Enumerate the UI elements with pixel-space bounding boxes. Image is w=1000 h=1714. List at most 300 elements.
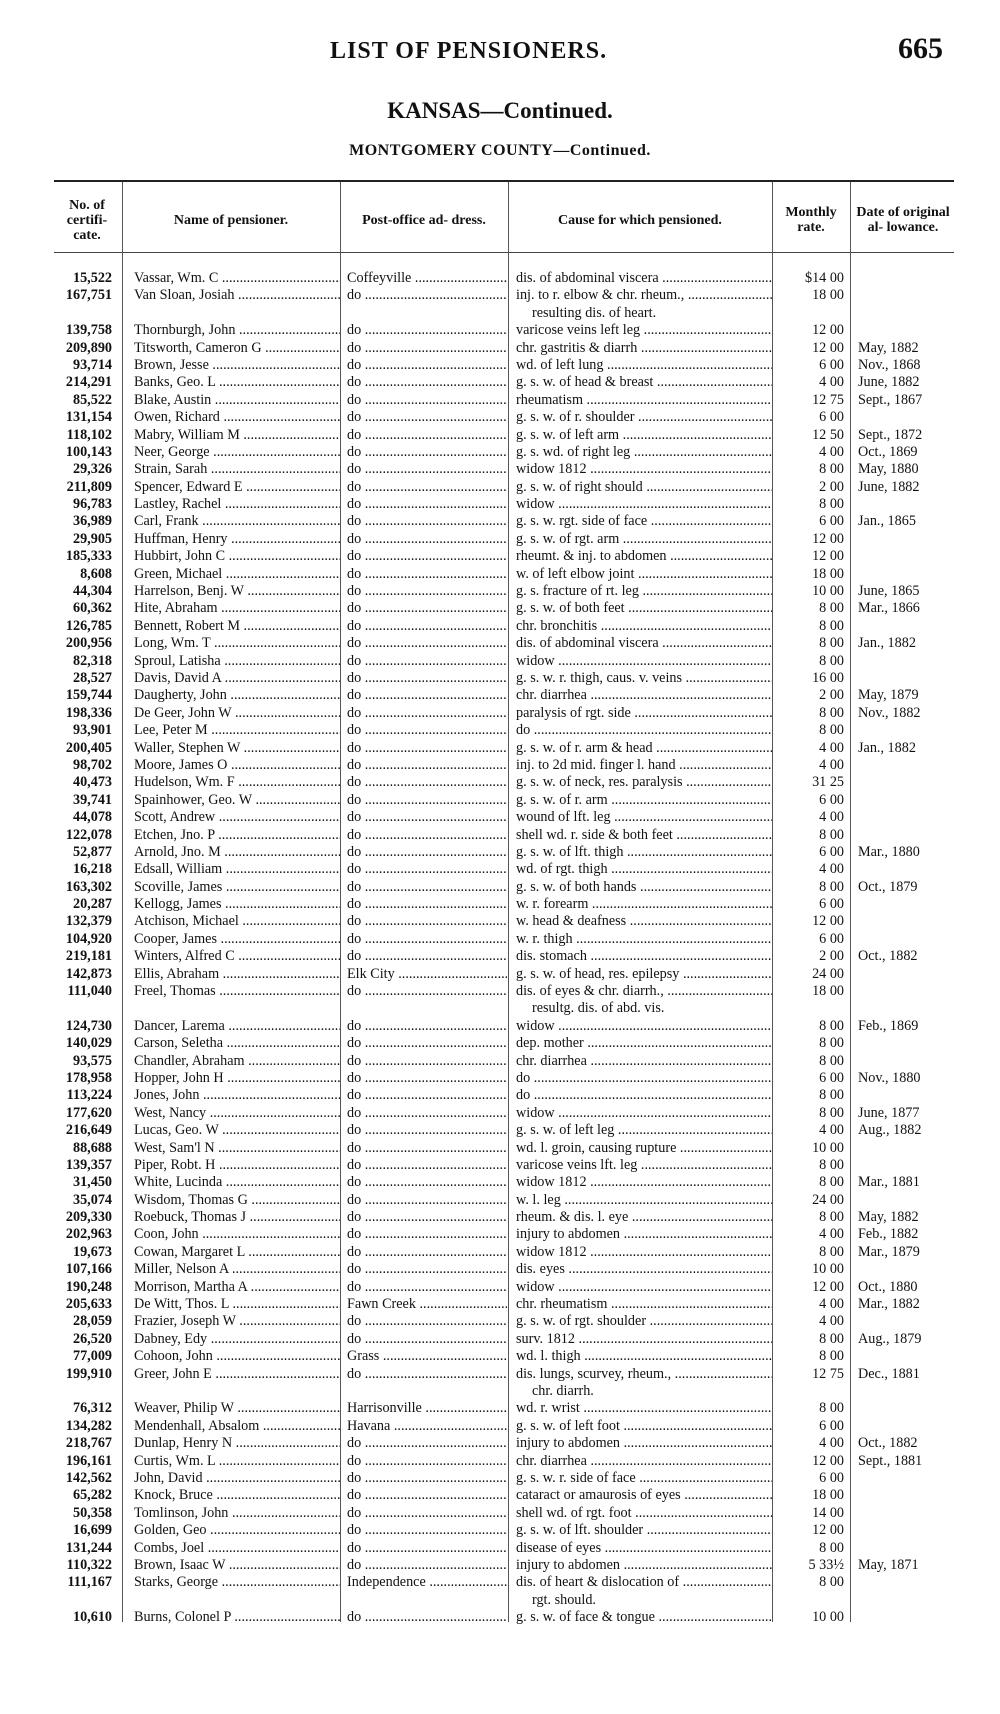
table-row [0, 774, 1000, 791]
table-row [0, 1366, 1000, 1383]
allowance-date: June, 1865 [858, 583, 920, 600]
pension-cause: do ..... [516, 722, 772, 739]
pensioner-name: Brown, Isaac W ..... [134, 1557, 340, 1574]
pensioner-name: Arnold, Jno. M ..... [134, 844, 340, 861]
pension-cause: varicose veins lft. leg ..... [516, 1157, 772, 1174]
pension-cause: injury to abdomen ..... [516, 1557, 772, 1574]
pensioner-name: Green, Michael ..... [134, 566, 340, 583]
post-office: do ..... [347, 566, 507, 583]
allowance-date: Sept., 1881 [858, 1452, 923, 1469]
table-row [0, 1331, 1000, 1348]
monthly-rate: 6 00 [819, 513, 844, 530]
pensioner-name: Coon, John ..... [134, 1226, 340, 1243]
certificate-number: 200,405 [65, 739, 112, 756]
table-row [0, 1609, 1000, 1626]
pension-cause: chr. gastritis & diarrh ..... [516, 340, 772, 357]
table-row [0, 653, 1000, 670]
table-row [0, 600, 1000, 617]
post-office: do ..... [347, 705, 507, 722]
table-row [0, 827, 1000, 844]
pensioner-name: Piper, Robt. H ..... [134, 1157, 340, 1174]
pensioner-name: Wisdom, Thomas G ..... [134, 1192, 340, 1209]
post-office: Elk City ..... [347, 966, 507, 983]
table-row [0, 1140, 1000, 1157]
post-office: do ..... [347, 1609, 507, 1626]
pension-cause: widow ..... [516, 496, 772, 513]
monthly-rate: 6 00 [819, 1417, 844, 1434]
table-row [0, 531, 1000, 548]
pensioner-name: Spainhower, Geo. W ..... [134, 792, 340, 809]
pensioner-name: Cohoon, John ..... [134, 1348, 340, 1365]
pension-cause: inj. to 2d mid. finger l. hand ..... [516, 757, 772, 774]
pension-cause: rheumt. & inj. to abdomen ..... [516, 548, 772, 565]
monthly-rate: 5 33½ [808, 1556, 844, 1573]
pensioner-name: Neer, George ..... [134, 444, 340, 461]
table-row [0, 913, 1000, 930]
table-row [0, 1261, 1000, 1278]
allowance-date: May, 1882 [858, 339, 919, 356]
pension-cause: wound of lft. leg ..... [516, 809, 772, 826]
certificate-number: 209,330 [65, 1209, 112, 1226]
pension-cause: wd. l. thigh ..... [516, 1348, 772, 1365]
table-row [0, 392, 1000, 409]
table-row [0, 496, 1000, 513]
table-row [0, 409, 1000, 426]
monthly-rate: 8 00 [819, 1209, 844, 1226]
allowance-date: Oct., 1869 [858, 443, 918, 460]
pensioner-name: De Witt, Thos. L ..... [134, 1296, 340, 1313]
table-row-continuation [0, 305, 1000, 322]
pension-cause: widow ..... [516, 1105, 772, 1122]
table-row [0, 618, 1000, 635]
table-row [0, 1557, 1000, 1574]
pensioner-name: Knock, Bruce ..... [134, 1487, 340, 1504]
table-row [0, 427, 1000, 444]
pensioner-name: Starks, George ..... [134, 1574, 340, 1591]
pension-cause: g. s. w. rgt. side of face ..... [516, 513, 772, 530]
pension-cause: chr. diarrh. [532, 1383, 594, 1399]
pension-cause: chr. diarrhea ..... [516, 687, 772, 704]
pension-cause: w. l. leg ..... [516, 1192, 772, 1209]
post-office: do ..... [347, 1157, 507, 1174]
pensioner-name: Jones, John ..... [134, 1087, 340, 1104]
table-row [0, 1226, 1000, 1243]
post-office: do ..... [347, 774, 507, 791]
post-office: Harrisonville ..... [347, 1400, 507, 1417]
certificate-number: 96,783 [72, 496, 112, 513]
post-office: do ..... [347, 948, 507, 965]
allowance-date: June, 1882 [858, 374, 920, 391]
pensioner-name: Daugherty, John ..... [134, 687, 340, 704]
certificate-number: 214,291 [65, 374, 112, 391]
post-office: do ..... [347, 931, 507, 948]
monthly-rate: 8 00 [819, 1348, 844, 1365]
post-office: do ..... [347, 444, 507, 461]
table-row [0, 1540, 1000, 1557]
pensioner-name: Chandler, Abraham ..... [134, 1053, 340, 1070]
post-office: do ..... [347, 1070, 507, 1087]
certificate-number: 111,040 [67, 983, 112, 1000]
allowance-date: Jan., 1882 [858, 739, 916, 756]
allowance-date: Oct., 1880 [858, 1278, 918, 1295]
post-office: do ..... [347, 357, 507, 374]
pensioner-name: Dunlap, Henry N ..... [134, 1435, 340, 1452]
monthly-rate: 10 00 [812, 583, 844, 600]
pensioner-name: Strain, Sarah ..... [134, 461, 340, 478]
certificate-number: 20,287 [72, 896, 112, 913]
pension-cause: g. s. w. of r. shoulder ..... [516, 409, 772, 426]
pension-cause: injury to abdomen ..... [516, 1435, 772, 1452]
monthly-rate: 6 00 [819, 930, 844, 947]
certificate-number: 142,873 [65, 965, 112, 982]
monthly-rate: 18 00 [812, 565, 844, 582]
certificate-number: 15,522 [72, 270, 112, 286]
pension-cause: rheum. & dis. l. eye ..... [516, 1209, 772, 1226]
pension-cause: shell wd. of rgt. foot ..... [516, 1505, 772, 1522]
pension-cause: chr. diarrhea ..... [516, 1453, 772, 1470]
monthly-rate: 12 00 [812, 322, 844, 339]
table-row [0, 444, 1000, 461]
pensioner-name: Long, Wm. T ..... [134, 635, 340, 652]
pension-cause: do ..... [516, 1087, 772, 1104]
monthly-rate: 31 25 [812, 774, 844, 791]
post-office: do ..... [347, 1192, 507, 1209]
pension-cause: g. s. w. of lft. thigh ..... [516, 844, 772, 861]
post-office: Fawn Creek ..... [347, 1296, 507, 1313]
pensioner-name: Mendenhall, Absalom ..... [134, 1418, 340, 1435]
certificate-number: 124,730 [65, 1017, 112, 1034]
pension-cause: wd. of rgt. thigh ..... [516, 861, 772, 878]
post-office: do ..... [347, 583, 507, 600]
allowance-date: Aug., 1882 [858, 1122, 922, 1139]
certificate-number: 142,562 [65, 1469, 112, 1486]
post-office: do ..... [347, 1331, 507, 1348]
pension-cause: g. s. w. of lft. shoulder ..... [516, 1522, 772, 1539]
monthly-rate: 6 00 [819, 409, 844, 426]
running-head: LIST OF PENSIONERS. [330, 38, 608, 64]
pension-cause: g. s. w. of rgt. shoulder ..... [516, 1313, 772, 1330]
pensioner-name: Cooper, James ..... [134, 931, 340, 948]
pensioner-name: Owen, Richard ..... [134, 409, 340, 426]
pensioner-name: Scoville, James ..... [134, 879, 340, 896]
table-row [0, 809, 1000, 826]
pensioner-name: Combs, Joel ..... [134, 1540, 340, 1557]
post-office: Independence ..... [347, 1574, 507, 1591]
pension-cause: g. s. w. of left foot ..... [516, 1418, 772, 1435]
monthly-rate: 8 00 [819, 1017, 844, 1034]
monthly-rate: 14 00 [812, 1504, 844, 1521]
certificate-number: 211,809 [66, 478, 112, 495]
monthly-rate: 8 00 [819, 600, 844, 617]
pensioner-name: Miller, Nelson A ..... [134, 1261, 340, 1278]
table-row [0, 966, 1000, 983]
pensioner-name: Golden, Geo ..... [134, 1522, 340, 1539]
column-header-date: Date of original al- lowance. [856, 205, 950, 235]
pension-cause: g. s. w. of head, res. epilepsy ..... [516, 966, 772, 983]
pensioner-name: Bennett, Robert M ..... [134, 618, 340, 635]
certificate-number: 111,167 [67, 1574, 112, 1591]
monthly-rate: 8 00 [819, 1400, 844, 1417]
monthly-rate: 8 00 [819, 1104, 844, 1121]
pension-cause: dis. of abdominal viscera ..... [516, 270, 772, 287]
post-office: do ..... [347, 1226, 507, 1243]
certificate-number: 36,989 [72, 513, 112, 530]
table-row [0, 792, 1000, 809]
table-row [0, 1505, 1000, 1522]
monthly-rate: 4 00 [819, 443, 844, 460]
monthly-rate: 6 00 [819, 356, 844, 373]
pension-cause: dis. lungs, scurvey, rheum., ..... [516, 1366, 772, 1383]
pension-cause: surv. 1812 ..... [516, 1331, 772, 1348]
pensioner-name: Lee, Peter M ..... [134, 722, 340, 739]
monthly-rate: 4 00 [819, 374, 844, 391]
post-office: Grass ..... [347, 1348, 507, 1365]
certificate-number: 65,282 [72, 1487, 112, 1504]
allowance-date: Mar., 1879 [858, 1243, 920, 1260]
certificate-number: 16,699 [72, 1522, 112, 1539]
monthly-rate: 12 00 [812, 1452, 844, 1469]
allowance-date: May, 1880 [858, 461, 919, 478]
table-row [0, 1105, 1000, 1122]
table-row [0, 548, 1000, 565]
table-row [0, 1279, 1000, 1296]
monthly-rate: 8 00 [819, 826, 844, 843]
post-office: do ..... [347, 896, 507, 913]
table-row [0, 983, 1000, 1000]
table-top-rule [54, 180, 954, 182]
monthly-rate: 8 00 [819, 617, 844, 634]
post-office: do ..... [347, 1174, 507, 1191]
table-row [0, 1174, 1000, 1191]
pensioner-name: Moore, James O ..... [134, 757, 340, 774]
certificate-number: 60,362 [72, 600, 112, 617]
pension-cause: do ..... [516, 1070, 772, 1087]
allowance-date: May, 1882 [858, 1209, 919, 1226]
post-office: do ..... [347, 1244, 507, 1261]
pensioner-name: Blake, Austin ..... [134, 392, 340, 409]
pensioner-name: Lastley, Rachel ..... [134, 496, 340, 513]
table-row [0, 705, 1000, 722]
certificate-number: 178,958 [65, 1069, 112, 1086]
monthly-rate: 12 75 [812, 1365, 844, 1382]
pensioner-name: Dabney, Edy ..... [134, 1331, 340, 1348]
pensioner-name: Brown, Jesse ..... [134, 357, 340, 374]
certificate-number: 126,785 [65, 617, 112, 634]
post-office: do ..... [347, 618, 507, 635]
certificate-number: 118,102 [66, 426, 112, 443]
post-office: do ..... [347, 1435, 507, 1452]
post-office: do ..... [347, 479, 507, 496]
monthly-rate: 12 00 [812, 548, 844, 565]
allowance-date: June, 1877 [858, 1104, 920, 1121]
pension-cause: resultg. dis. of abd. vis. [532, 1000, 665, 1017]
allowance-date: Sept., 1872 [858, 426, 923, 443]
monthly-rate: 8 00 [819, 1243, 844, 1260]
pension-cause: resulting dis. of heart. [532, 304, 657, 321]
certificate-number: 85,522 [72, 391, 112, 408]
monthly-rate: 12 00 [812, 913, 844, 930]
monthly-rate: 24 00 [812, 1191, 844, 1208]
pensioner-name: Dancer, Larema ..... [134, 1018, 340, 1035]
allowance-date: May, 1871 [858, 1556, 919, 1573]
certificate-number: 76,312 [72, 1400, 112, 1417]
pension-cause: g. s. w. of both hands ..... [516, 879, 772, 896]
allowance-date: Aug., 1879 [858, 1330, 922, 1347]
certificate-number: 205,633 [65, 1296, 112, 1313]
monthly-rate: 16 00 [812, 669, 844, 686]
certificate-number: 82,318 [72, 652, 112, 669]
monthly-rate: 4 00 [819, 861, 844, 878]
monthly-rate: 4 00 [819, 756, 844, 773]
allowance-date: Nov., 1868 [858, 356, 921, 373]
pensioner-name: White, Lucinda ..... [134, 1174, 340, 1191]
certificate-number: 110,322 [66, 1556, 112, 1573]
certificate-number: 113,224 [66, 1087, 112, 1104]
table-row [0, 583, 1000, 600]
pensioner-name: Etchen, Jno. P ..... [134, 827, 340, 844]
table-row [0, 1574, 1000, 1591]
monthly-rate: 8 00 [819, 722, 844, 739]
certificate-number: 209,890 [65, 339, 112, 356]
pensioner-name: Edsall, William ..... [134, 861, 340, 878]
monthly-rate: 10 00 [812, 1609, 844, 1626]
pensioner-name: Van Sloan, Josiah ..... [134, 287, 340, 304]
pension-cause: inj. to r. elbow & chr. rheum., ..... [516, 287, 772, 304]
table-row [0, 1192, 1000, 1209]
post-office: do ..... [347, 322, 507, 339]
pension-cause: g. s. wd. of right leg ..... [516, 444, 772, 461]
post-office: do ..... [347, 1122, 507, 1139]
table-row-continuation [0, 1000, 1000, 1017]
post-office: do ..... [347, 844, 507, 861]
monthly-rate: 12 00 [812, 530, 844, 547]
page-number: 665 [898, 32, 943, 65]
monthly-rate: 8 00 [819, 1052, 844, 1069]
pension-cause: cataract or amaurosis of eyes ..... [516, 1487, 772, 1504]
table-row [0, 287, 1000, 304]
post-office: Coffeyville ..... [347, 270, 507, 287]
pension-cause: widow ..... [516, 1279, 772, 1296]
pensioner-name: West, Nancy ..... [134, 1105, 340, 1122]
table-row [0, 722, 1000, 739]
certificate-number: 29,905 [72, 530, 112, 547]
monthly-rate: 12 50 [812, 426, 844, 443]
allowance-date: May, 1879 [858, 687, 919, 704]
certificate-number: 139,357 [65, 1156, 112, 1173]
pensioner-name: Ellis, Abraham ..... [134, 966, 340, 983]
certificate-number: 93,714 [72, 356, 112, 373]
allowance-date: Sept., 1867 [858, 391, 923, 408]
table-row [0, 1522, 1000, 1539]
certificate-number: 218,767 [65, 1435, 112, 1452]
pensioner-name: Carl, Frank ..... [134, 513, 340, 530]
certificate-number: 132,379 [65, 913, 112, 930]
certificate-number: 196,161 [65, 1452, 112, 1469]
pension-cause: chr. rheumatism ..... [516, 1296, 772, 1313]
certificate-number: 44,078 [72, 809, 112, 826]
pension-cause: widow ..... [516, 653, 772, 670]
certificate-number: 167,751 [65, 287, 112, 304]
post-office: do ..... [347, 1087, 507, 1104]
monthly-rate: 4 00 [819, 739, 844, 756]
post-office: do ..... [347, 600, 507, 617]
post-office: do ..... [347, 1035, 507, 1052]
post-office: do ..... [347, 827, 507, 844]
table-row [0, 1070, 1000, 1087]
allowance-date: Dec., 1881 [858, 1365, 920, 1382]
post-office: do ..... [347, 740, 507, 757]
monthly-rate: 18 00 [812, 287, 844, 304]
certificate-number: 35,074 [72, 1191, 112, 1208]
pension-cause: w. head & deafness ..... [516, 913, 772, 930]
certificate-number: 216,649 [65, 1122, 112, 1139]
certificate-number: 122,078 [65, 826, 112, 843]
pension-cause: w. r. forearm ..... [516, 896, 772, 913]
pension-cause: wd. l. groin, causing rupture ..... [516, 1140, 772, 1157]
county-title: MONTGOMERY COUNTY—Continued. [349, 142, 651, 159]
pensioner-name: Tomlinson, John ..... [134, 1505, 340, 1522]
certificate-number: 50,358 [72, 1504, 112, 1521]
table-row [0, 1453, 1000, 1470]
monthly-rate: 4 00 [819, 1296, 844, 1313]
monthly-rate: $14 00 [804, 270, 844, 286]
certificate-number: 29,326 [72, 461, 112, 478]
post-office: do ..... [347, 392, 507, 409]
post-office: do ..... [347, 1261, 507, 1278]
post-office: do ..... [347, 496, 507, 513]
post-office: do ..... [347, 913, 507, 930]
table-row [0, 896, 1000, 913]
table-row [0, 479, 1000, 496]
table-row [0, 513, 1000, 530]
post-office: do ..... [347, 983, 507, 1000]
column-header-cause: Cause for which pensioned. [558, 212, 722, 228]
table-row-continuation [0, 1383, 1000, 1400]
certificate-number: 202,963 [65, 1226, 112, 1243]
table-row [0, 340, 1000, 357]
pensioner-name: Huffman, Henry ..... [134, 531, 340, 548]
certificate-number: 28,059 [72, 1313, 112, 1330]
pensioner-name: Hopper, John H ..... [134, 1070, 340, 1087]
pensioner-name: Kellogg, James ..... [134, 896, 340, 913]
allowance-date: Feb., 1869 [858, 1017, 919, 1034]
table-row [0, 948, 1000, 965]
table-row [0, 635, 1000, 652]
monthly-rate: 12 00 [812, 339, 844, 356]
post-office: do ..... [347, 1487, 507, 1504]
pensioner-name: Hite, Abraham ..... [134, 600, 340, 617]
monthly-rate: 4 00 [819, 1435, 844, 1452]
pensioner-name: Burns, Colonel P ..... [134, 1609, 340, 1626]
pension-cause: paralysis of rgt. side ..... [516, 705, 772, 722]
pensioner-name: Winters, Alfred C ..... [134, 948, 340, 965]
table-row [0, 1435, 1000, 1452]
certificate-number: 198,336 [65, 704, 112, 721]
post-office: do ..... [347, 340, 507, 357]
certificate-number: 190,248 [65, 1278, 112, 1295]
allowance-date: Nov., 1880 [858, 1069, 921, 1086]
post-office: do ..... [347, 861, 507, 878]
table-row [0, 670, 1000, 687]
certificate-number: 77,009 [72, 1348, 112, 1365]
pensioner-name: West, Sam'l N ..... [134, 1140, 340, 1157]
certificate-number: 199,910 [65, 1365, 112, 1382]
post-office: do ..... [347, 1557, 507, 1574]
post-office: do ..... [347, 427, 507, 444]
certificate-number: 40,473 [72, 774, 112, 791]
certificate-number: 31,450 [72, 1174, 112, 1191]
certificate-number: 39,741 [72, 791, 112, 808]
